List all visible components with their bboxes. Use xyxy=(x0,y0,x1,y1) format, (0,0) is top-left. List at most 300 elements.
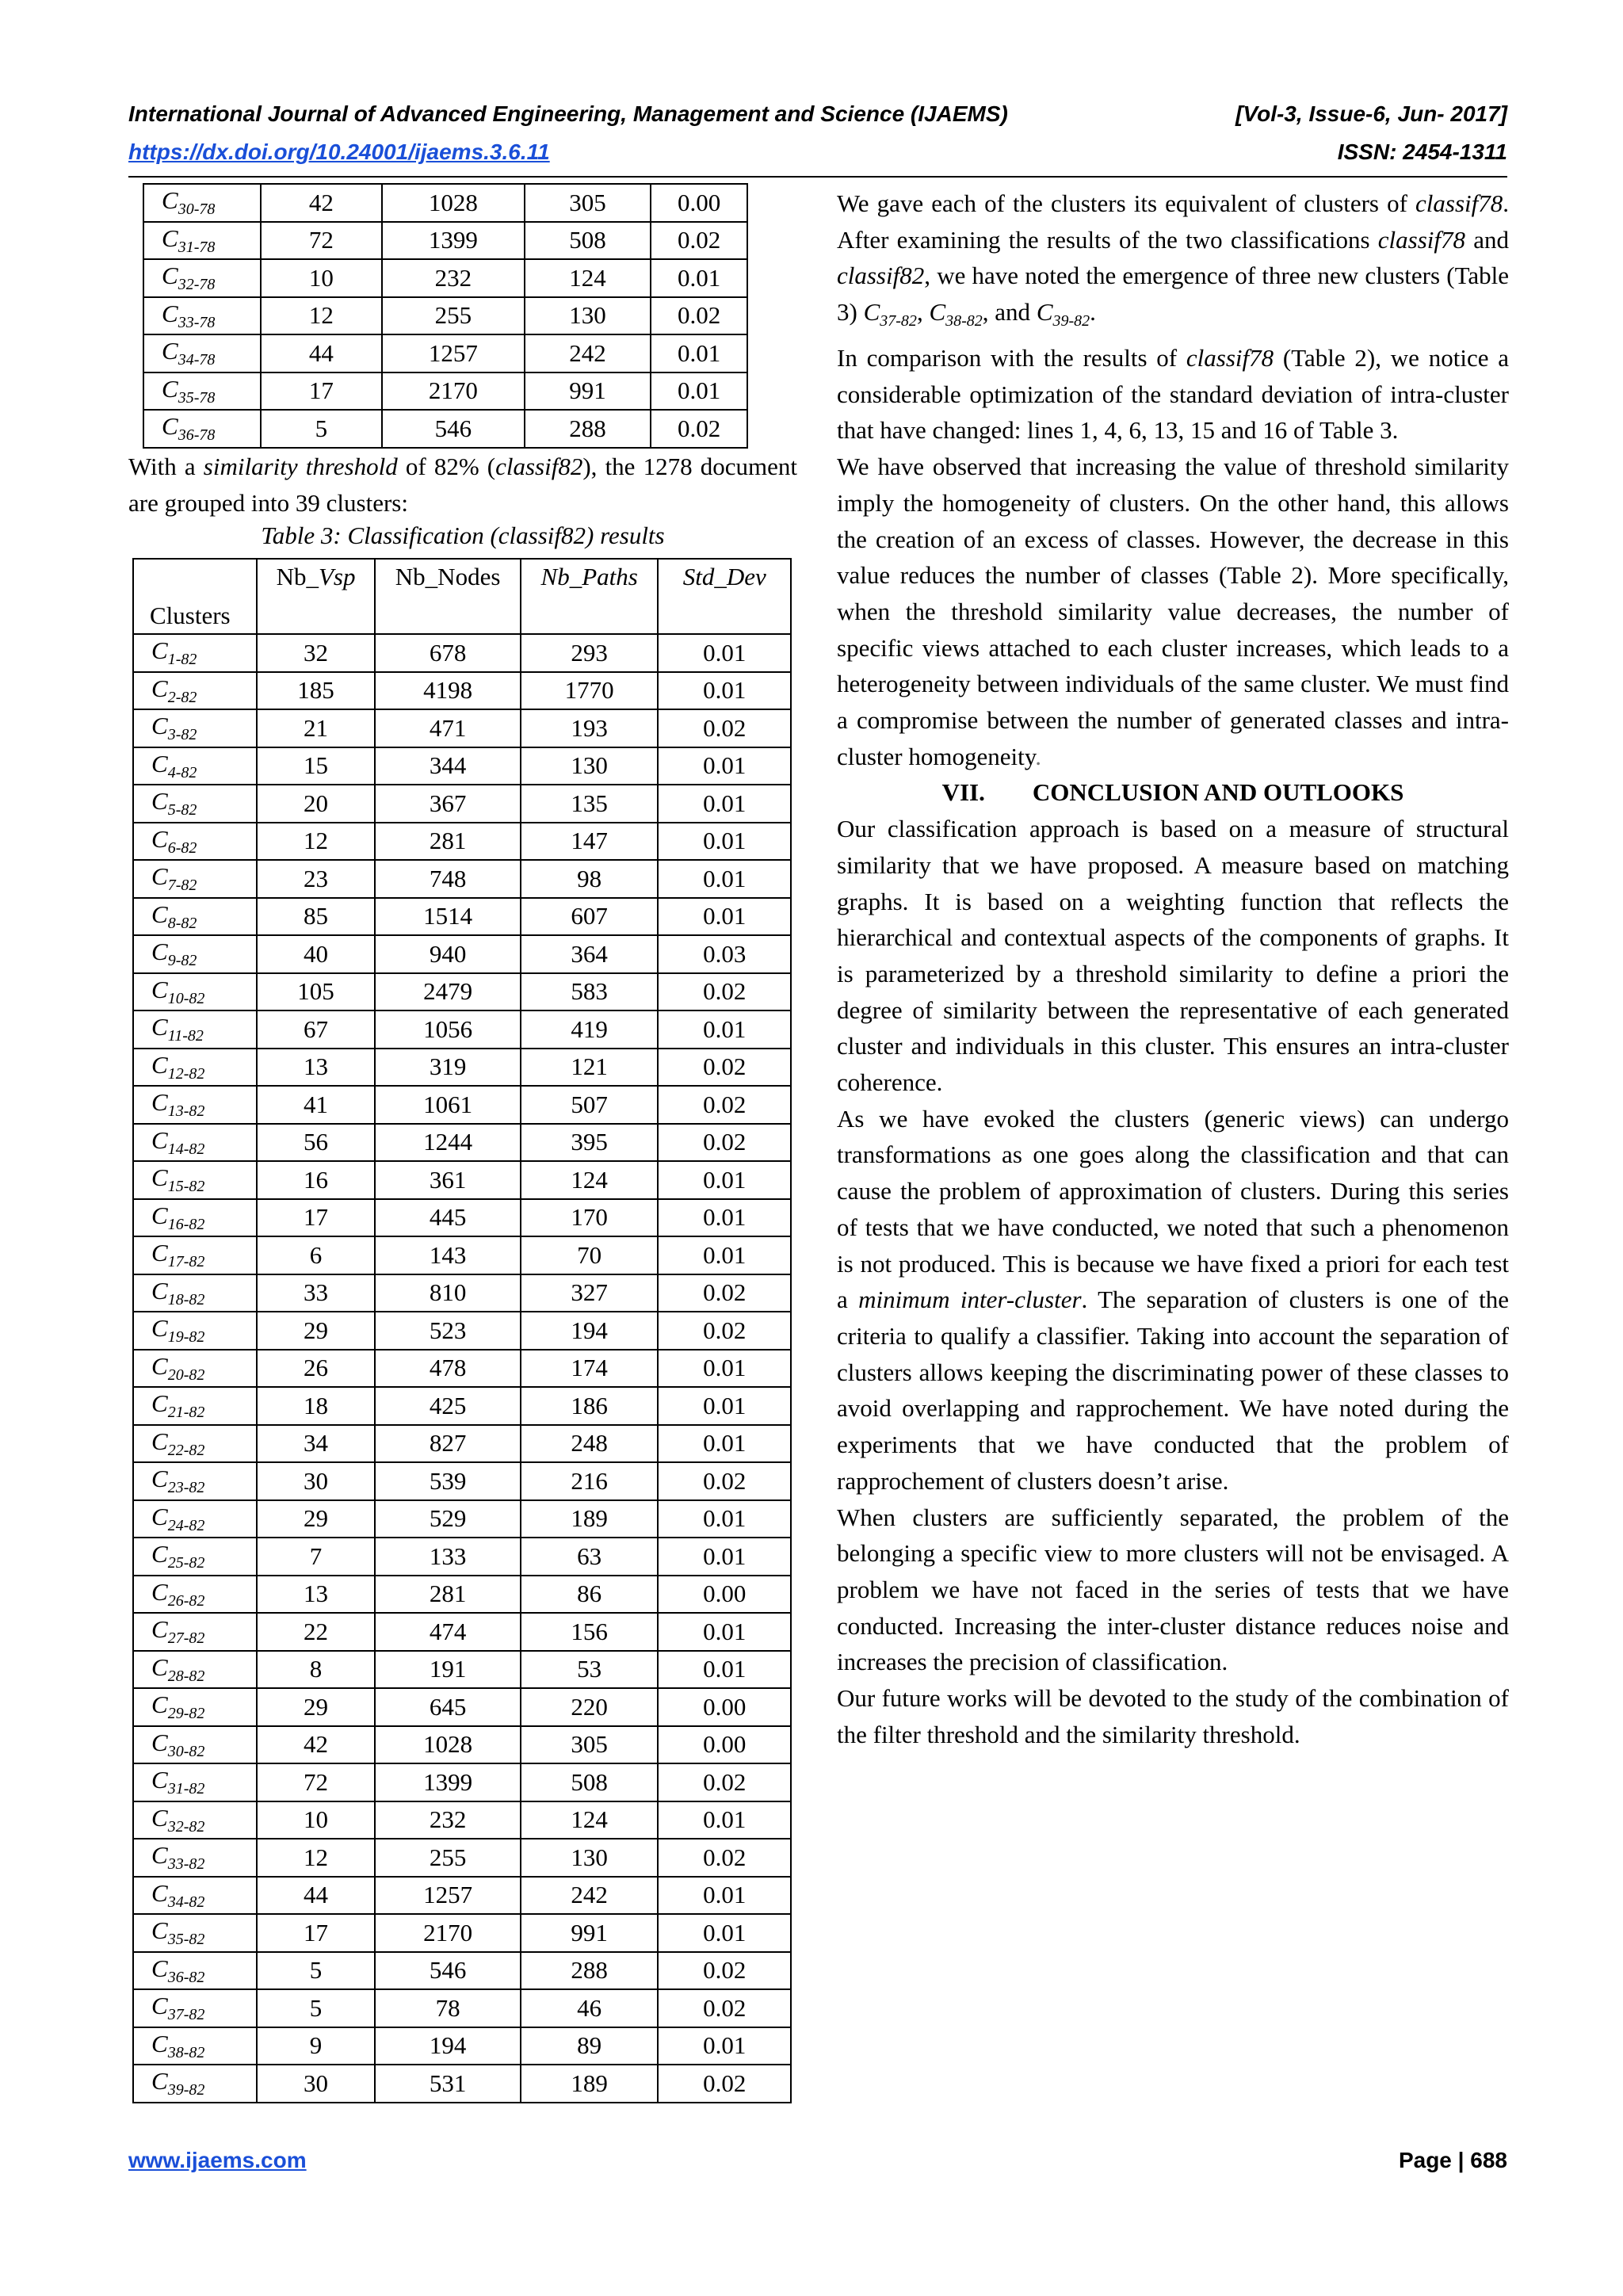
cell-std: 0.01 xyxy=(658,1199,791,1237)
section-heading xyxy=(837,774,1509,811)
th-clusters: Clusters xyxy=(133,559,257,634)
cluster-letter: C xyxy=(151,824,168,853)
table-row xyxy=(133,1086,791,1124)
cell-vsp: 29 xyxy=(257,1500,376,1538)
cluster-letter: C xyxy=(151,1954,168,1982)
cluster-subscript: 8-82 xyxy=(167,914,197,932)
table-row xyxy=(133,1236,791,1274)
cell-vsp: 42 xyxy=(261,184,383,222)
cluster-name xyxy=(133,1801,257,1839)
cell-std: 0.00 xyxy=(658,1688,791,1726)
cell-nodes: 1514 xyxy=(375,898,521,936)
table-row xyxy=(133,823,791,861)
paragraph-1 xyxy=(837,185,1509,340)
table-row xyxy=(133,860,791,898)
doi-link[interactable]: https://dx.doi.org/10.24001/ijaems.3.6.11 xyxy=(128,139,550,164)
cell-nodes: 4198 xyxy=(375,672,521,710)
cell-vsp: 26 xyxy=(257,1350,376,1388)
cluster-letter: C xyxy=(151,900,168,928)
cluster-letter: C xyxy=(162,186,178,215)
cell-std: 0.02 xyxy=(658,1049,791,1087)
cell-vsp: 185 xyxy=(257,672,376,710)
footer-site-link[interactable]: www.ijaems.com xyxy=(128,2148,307,2172)
cluster-name xyxy=(133,2065,257,2103)
cell-std: 0.02 xyxy=(658,1086,791,1124)
cell-nodes: 1028 xyxy=(382,184,525,222)
cell-vsp: 40 xyxy=(257,935,376,973)
cluster-subscript: 7-82 xyxy=(167,877,197,895)
section-number: VII. xyxy=(941,778,985,807)
cluster-letter: C xyxy=(151,862,168,891)
p2-em: classif78 xyxy=(1186,344,1274,372)
c37-sub: 37-82 xyxy=(880,312,917,330)
cell-std: 0.02 xyxy=(658,1989,791,2027)
cell-vsp: 12 xyxy=(261,297,383,335)
cell-vsp: 12 xyxy=(257,823,376,861)
cell-nodes: 546 xyxy=(375,1952,521,1990)
cell-paths: 189 xyxy=(521,1500,659,1538)
cluster-name xyxy=(133,1952,257,1990)
th-vsp-a: Nb_ xyxy=(276,563,319,590)
cell-std: 0.02 xyxy=(651,297,747,335)
classif82-intro xyxy=(128,449,797,521)
cell-vsp: 30 xyxy=(257,2065,376,2103)
cluster-subscript: 22-82 xyxy=(167,1441,205,1459)
table-row xyxy=(133,2027,791,2065)
cell-vsp: 41 xyxy=(257,1086,376,1124)
cluster-name xyxy=(133,935,257,973)
cluster-name xyxy=(133,1989,257,2027)
cluster-subscript: 29-82 xyxy=(167,1705,205,1723)
cell-nodes: 478 xyxy=(375,1350,521,1388)
cell-paths: 419 xyxy=(521,1010,659,1049)
cluster-subscript: 36-82 xyxy=(167,1968,205,1986)
cell-std: 0.01 xyxy=(658,672,791,710)
cluster-name xyxy=(133,634,257,672)
table-row xyxy=(133,709,791,747)
cell-vsp: 9 xyxy=(257,2027,376,2065)
cluster-name xyxy=(143,410,261,448)
cell-nodes: 143 xyxy=(375,1236,521,1274)
cluster-subscript: 25-82 xyxy=(167,1554,205,1572)
cluster-name xyxy=(133,973,257,1011)
cluster-subscript: 1-82 xyxy=(167,651,197,669)
paragraph-4: Our classification approach is based on a measure of structural similarity that we have proposed. A measure based on matching graphs. It is based on a weighting function that reflects the hierarchical and contextual aspects of the components of graphs. It is parameterized by a threshold similarity to define a priori the degree of similarity between the representative of each generated cluster and individuals in this cluster. This ensures an intra-cluster coherence. xyxy=(837,815,1509,1097)
cell-nodes: 194 xyxy=(375,2027,521,2065)
cell-nodes: 191 xyxy=(375,1651,521,1689)
cell-vsp: 105 xyxy=(257,973,376,1011)
cell-vsp: 72 xyxy=(261,222,383,260)
cell-std: 0.02 xyxy=(658,973,791,1011)
cluster-subscript: 5-82 xyxy=(167,801,197,819)
cluster-letter: C xyxy=(151,749,168,777)
cell-vsp: 85 xyxy=(257,898,376,936)
cell-nodes: 748 xyxy=(375,860,521,898)
cluster-letter: C xyxy=(151,938,168,966)
cell-paths: 186 xyxy=(521,1387,659,1425)
journal-header xyxy=(128,101,1507,127)
cell-vsp: 17 xyxy=(261,372,383,411)
cell-paths: 288 xyxy=(525,410,651,448)
cell-nodes: 1061 xyxy=(375,1086,521,1124)
cell-vsp: 30 xyxy=(257,1462,376,1500)
cluster-name xyxy=(133,1839,257,1877)
cell-paths: 147 xyxy=(521,823,659,861)
cell-paths: 63 xyxy=(521,1538,659,1576)
cluster-letter: C xyxy=(151,975,168,1003)
cell-paths: 124 xyxy=(525,259,651,297)
th-std xyxy=(658,559,791,634)
cell-vsp: 34 xyxy=(257,1425,376,1463)
table-row xyxy=(133,1124,791,1162)
cell-nodes: 529 xyxy=(375,1500,521,1538)
table-row xyxy=(133,2065,791,2103)
cell-paths: 130 xyxy=(525,297,651,335)
cluster-subscript: 20-82 xyxy=(167,1366,205,1384)
cell-paths: 98 xyxy=(521,860,659,898)
paragraph-2 xyxy=(837,340,1509,449)
cluster-letter: C xyxy=(151,1992,168,2020)
table-row xyxy=(143,334,747,372)
table-row xyxy=(133,1500,791,1538)
cell-paths: 216 xyxy=(521,1462,659,1500)
cluster-name xyxy=(143,222,261,260)
cluster-letter: C xyxy=(151,1540,168,1568)
cell-nodes: 1257 xyxy=(375,1877,521,1915)
cluster-subscript: 3-82 xyxy=(167,726,197,744)
cluster-name xyxy=(133,1688,257,1726)
cell-nodes: 2170 xyxy=(375,1914,521,1952)
table-row xyxy=(133,935,791,973)
cell-vsp: 20 xyxy=(257,785,376,823)
table3-caption: Table 3: Classification (classif82) results xyxy=(261,521,665,549)
cell-paths: 70 xyxy=(521,1236,659,1274)
cell-nodes: 474 xyxy=(375,1613,521,1651)
cell-vsp: 29 xyxy=(257,1688,376,1726)
cell-vsp: 72 xyxy=(257,1763,376,1801)
th-paths-label: Nb_Paths xyxy=(540,563,638,590)
table-row xyxy=(133,1538,791,1576)
cell-nodes: 539 xyxy=(375,1462,521,1500)
cell-paths: 508 xyxy=(521,1763,659,1801)
cluster-name xyxy=(133,1500,257,1538)
p1-em: classif78 xyxy=(1415,189,1503,217)
cluster-subscript: 39-82 xyxy=(167,2081,205,2099)
table-row xyxy=(133,1350,791,1388)
cluster-name xyxy=(133,823,257,861)
cell-nodes: 645 xyxy=(375,1688,521,1726)
table-row xyxy=(143,184,747,222)
cluster-name xyxy=(133,1387,257,1425)
cluster-letter: C xyxy=(151,787,168,816)
cell-paths: 305 xyxy=(525,184,651,222)
cell-nodes: 2170 xyxy=(382,372,525,411)
cluster-subscript: 26-82 xyxy=(167,1591,205,1610)
cell-nodes: 281 xyxy=(375,823,521,861)
cell-vsp: 42 xyxy=(257,1726,376,1764)
cell-paths: 130 xyxy=(521,747,659,785)
cell-vsp: 13 xyxy=(257,1576,376,1614)
p5-em: minimum inter-cluster xyxy=(858,1286,1082,1314)
cluster-letter: C xyxy=(162,299,178,327)
cell-paths: 364 xyxy=(521,935,659,973)
cluster-letter: C xyxy=(151,1389,168,1418)
cluster-subscript: 10-82 xyxy=(167,989,205,1007)
cluster-name xyxy=(133,1651,257,1689)
cell-std: 0.00 xyxy=(651,184,747,222)
p2-text-b: (Table 2), we notice a considerable optimization of the standard deviation of intra-cluster that have changed: lines 1, 4, 6, 13, 15 and 16 of Table 3. xyxy=(837,344,1510,445)
cluster-name xyxy=(143,297,261,335)
cell-paths: 174 xyxy=(521,1350,659,1388)
cell-nodes: 531 xyxy=(375,2065,521,2103)
table-row xyxy=(133,1877,791,1915)
cluster-letter: C xyxy=(151,1201,168,1229)
table-row xyxy=(143,372,747,411)
cell-paths: 293 xyxy=(521,634,659,672)
cell-std: 0.01 xyxy=(658,1236,791,1274)
cell-std: 0.01 xyxy=(658,1500,791,1538)
cluster-subscript: 38-82 xyxy=(167,2043,205,2061)
cluster-subscript: 15-82 xyxy=(167,1178,205,1196)
cluster-letter: C xyxy=(162,337,178,365)
cluster-letter: C xyxy=(162,223,178,252)
table-row xyxy=(133,1161,791,1199)
cluster-name xyxy=(133,1538,257,1576)
cell-vsp: 18 xyxy=(257,1387,376,1425)
c38: C xyxy=(929,298,946,327)
cluster-subscript: 34-82 xyxy=(167,1893,205,1911)
cluster-subscript: 35-82 xyxy=(167,1931,205,1949)
cell-vsp: 32 xyxy=(257,634,376,672)
cell-paths: 327 xyxy=(521,1274,659,1312)
intro-em-2: classif82 xyxy=(495,453,583,480)
cell-paths: 1770 xyxy=(521,672,659,710)
cell-nodes: 1399 xyxy=(382,222,525,260)
cluster-name xyxy=(133,747,257,785)
cell-std: 0.01 xyxy=(658,1387,791,1425)
cluster-letter: C xyxy=(151,1050,168,1079)
cell-vsp: 16 xyxy=(257,1161,376,1199)
cell-paths: 395 xyxy=(521,1124,659,1162)
cluster-name xyxy=(143,184,261,222)
cell-vsp: 6 xyxy=(257,1236,376,1274)
cell-vsp: 12 xyxy=(257,1839,376,1877)
table-row xyxy=(143,222,747,260)
th-vsp-b: Vsp xyxy=(318,563,356,590)
cluster-letter: C xyxy=(151,1088,168,1117)
cluster-subscript: 4-82 xyxy=(167,763,197,781)
table-row xyxy=(133,1425,791,1463)
table-row xyxy=(133,1726,791,1764)
cluster-subscript: 34-78 xyxy=(178,351,216,369)
cluster-name xyxy=(133,1199,257,1237)
issn: ISSN: 2454-1311 xyxy=(1337,139,1507,164)
table-row xyxy=(133,1763,791,1801)
cell-paths: 121 xyxy=(521,1049,659,1087)
table-row xyxy=(133,672,791,710)
cluster-name xyxy=(133,1350,257,1388)
cluster-subscript: 12-82 xyxy=(167,1064,205,1083)
cluster-subscript: 35-78 xyxy=(178,388,216,407)
cell-vsp: 44 xyxy=(261,334,383,372)
journal-title: International Journal of Advanced Engineering, Management and Science (IJAEMS) xyxy=(128,101,1008,126)
cluster-subscript: 31-82 xyxy=(167,1780,205,1798)
cell-paths: 507 xyxy=(521,1086,659,1124)
cell-nodes: 827 xyxy=(375,1425,521,1463)
cluster-letter: C xyxy=(151,1276,168,1305)
cell-paths: 991 xyxy=(521,1914,659,1952)
cluster-name xyxy=(133,1425,257,1463)
cell-vsp: 33 xyxy=(257,1274,376,1312)
cluster-letter: C xyxy=(162,262,178,290)
cluster-letter: C xyxy=(151,712,168,740)
table2-continuation xyxy=(143,183,748,449)
cluster-subscript: 2-82 xyxy=(167,688,197,706)
cell-vsp: 13 xyxy=(257,1049,376,1087)
p1-text-d: , we have noted the emergence of three new clusters (Table 3) xyxy=(837,262,1509,327)
cell-vsp: 5 xyxy=(257,1952,376,1990)
table-row xyxy=(133,1049,791,1087)
c37: C xyxy=(863,298,880,327)
cell-std: 0.03 xyxy=(658,935,791,973)
cell-std: 0.01 xyxy=(651,259,747,297)
cell-std: 0.01 xyxy=(658,634,791,672)
cluster-name xyxy=(143,334,261,372)
cell-std: 0.00 xyxy=(658,1726,791,1764)
cell-std: 0.01 xyxy=(658,785,791,823)
table-row xyxy=(133,1801,791,1839)
cluster-letter: C xyxy=(162,374,178,403)
cluster-subscript: 13-82 xyxy=(167,1102,205,1121)
table-row xyxy=(133,747,791,785)
cluster-letter: C xyxy=(151,1125,168,1154)
cell-std: 0.02 xyxy=(658,1124,791,1162)
cluster-letter: C xyxy=(151,1502,168,1530)
cluster-subscript: 28-82 xyxy=(167,1667,205,1685)
cell-std: 0.02 xyxy=(658,1462,791,1500)
cell-nodes: 255 xyxy=(382,297,525,335)
table-row xyxy=(133,1462,791,1500)
cluster-name xyxy=(133,785,257,823)
cell-std: 0.01 xyxy=(658,1651,791,1689)
cluster-letter: C xyxy=(151,1690,168,1719)
cluster-subscript: 24-82 xyxy=(167,1516,205,1534)
cell-nodes: 1257 xyxy=(382,334,525,372)
table-row xyxy=(133,1274,791,1312)
cell-paths: 46 xyxy=(521,1989,659,2027)
cluster-name xyxy=(133,898,257,936)
cluster-subscript: 36-78 xyxy=(178,426,216,445)
cell-vsp: 22 xyxy=(257,1613,376,1651)
cluster-letter: C xyxy=(151,1314,168,1343)
cluster-name xyxy=(133,1726,257,1764)
cell-std: 0.01 xyxy=(658,1877,791,1915)
cell-nodes: 940 xyxy=(375,935,521,973)
cell-std: 0.02 xyxy=(651,410,747,448)
cell-std: 0.01 xyxy=(651,372,747,411)
cell-nodes: 1028 xyxy=(375,1726,521,1764)
cluster-subscript: 16-82 xyxy=(167,1215,205,1233)
c38-sub: 38-82 xyxy=(945,312,983,330)
cluster-name xyxy=(133,860,257,898)
cell-nodes: 425 xyxy=(375,1387,521,1425)
cell-paths: 288 xyxy=(521,1952,659,1990)
cell-std: 0.01 xyxy=(658,1538,791,1576)
cluster-name xyxy=(133,1236,257,1274)
table-row xyxy=(143,259,747,297)
cell-nodes: 367 xyxy=(375,785,521,823)
cell-nodes: 546 xyxy=(382,410,525,448)
table-row xyxy=(133,785,791,823)
p1-text-a: We gave each of the clusters its equivalent of clusters of xyxy=(837,189,1416,217)
cluster-name xyxy=(133,1010,257,1049)
cluster-letter: C xyxy=(151,1577,168,1606)
cluster-name xyxy=(133,1462,257,1500)
table-row xyxy=(133,1989,791,2027)
cell-paths: 135 xyxy=(521,785,659,823)
th-nodes: Nb_Nodes xyxy=(375,559,521,634)
c39: C xyxy=(1036,298,1053,327)
cell-std: 0.02 xyxy=(651,222,747,260)
cluster-letter: C xyxy=(151,1465,168,1493)
cell-std: 0.01 xyxy=(658,898,791,936)
cell-nodes: 523 xyxy=(375,1312,521,1350)
table-row xyxy=(133,1914,791,1952)
p3-dot: . xyxy=(1035,742,1041,770)
p1-text-b: . After examining the results of the two classifications xyxy=(837,189,1509,254)
cell-paths: 53 xyxy=(521,1651,659,1689)
cluster-subscript: 33-78 xyxy=(178,313,216,331)
cell-nodes: 2479 xyxy=(375,973,521,1011)
cell-std: 0.01 xyxy=(658,2027,791,2065)
cluster-name xyxy=(133,1124,257,1162)
cluster-subscript: 30-82 xyxy=(167,1742,205,1760)
cell-std: 0.01 xyxy=(658,1161,791,1199)
cell-std: 0.02 xyxy=(658,2065,791,2103)
table3 xyxy=(132,558,792,2103)
cluster-name xyxy=(133,2027,257,2065)
cell-vsp: 8 xyxy=(257,1651,376,1689)
cluster-subscript: 27-82 xyxy=(167,1629,205,1648)
cell-nodes: 281 xyxy=(375,1576,521,1614)
paragraph-6: When clusters are sufficiently separated, the problem of the belonging a specific view to more clusters will not be envisaged. A problem we have not faced in the series of tests that we have conducted. Increasing the inter-cluster distance reduces noise and increases the precision of classification. xyxy=(837,1503,1509,1676)
cluster-subscript: 23-82 xyxy=(167,1479,205,1497)
table-row xyxy=(133,1576,791,1614)
cluster-name xyxy=(133,1576,257,1614)
cluster-subscript: 32-78 xyxy=(178,276,216,294)
cell-vsp: 10 xyxy=(261,259,383,297)
cluster-subscript: 14-82 xyxy=(167,1140,205,1158)
paragraph-3 xyxy=(837,449,1509,774)
cluster-letter: C xyxy=(151,1766,168,1794)
p2-text-a: In comparison with the results of xyxy=(837,344,1186,372)
cluster-letter: C xyxy=(151,674,168,702)
cell-std: 0.01 xyxy=(658,1425,791,1463)
table-row xyxy=(133,1688,791,1726)
section-title: CONCLUSION AND OUTLOOKS xyxy=(1032,778,1404,807)
cluster-name xyxy=(133,1086,257,1124)
cluster-name xyxy=(133,1161,257,1199)
cell-paths: 508 xyxy=(525,222,651,260)
cell-nodes: 810 xyxy=(375,1274,521,1312)
cluster-subscript: 37-82 xyxy=(167,2006,205,2024)
cell-paths: 130 xyxy=(521,1839,659,1877)
volume-info: [Vol-3, Issue-6, Jun- 2017] xyxy=(1235,101,1507,126)
cluster-letter: C xyxy=(151,1013,168,1041)
cell-paths: 194 xyxy=(521,1312,659,1350)
table-row xyxy=(133,898,791,936)
cell-nodes: 319 xyxy=(375,1049,521,1087)
